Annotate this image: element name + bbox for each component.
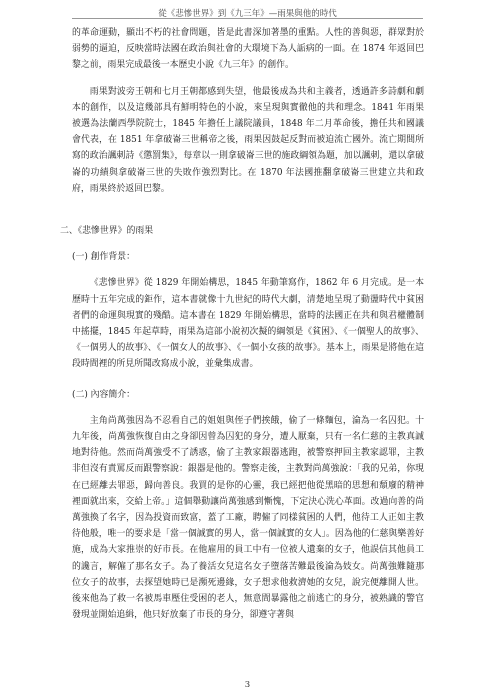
heading-gap	[72, 239, 424, 249]
subheading-background: (一) 創作背景：	[72, 252, 135, 263]
subheading-synopsis: (二) 內容簡介：	[72, 389, 135, 400]
header-rule	[72, 18, 423, 19]
section-heading: 二、《悲慘世界》的雨果	[60, 226, 154, 237]
paragraph-2: 雨果對波旁王朝和七月王朝都感到失望，他最後成為共和主義者，透過許多詩劇和劇本的創作，以及這幾部具有鮮明特色的小說，來呈現與實徹他的共和理念。1841 年雨果被選為法蘭西學院院士，1845 年擔任上議院議員，1848 年二月革命後，擔任共和國議會代表，在 1851 年拿破崙三世稱帝之後，雨果因鼓起反對而被迫流亡國外。流亡期間所寫的政治諷刺詩《懲罰集》，每章以一則拿破崙三世的施政綱領為題，加以諷刺，還以拿破崙的功績與拿破崙三世的失敗作強烈對比。在 1870 年法國推翻拿破崙三世建立共和政府，雨果終於返回巴黎。	[72, 86, 424, 194]
subsection-gap	[72, 373, 424, 387]
paragraph-gap	[72, 74, 424, 84]
paragraph-3: 《悲慘世界》從 1829 年開始構思，1845 年動筆寫作，1862 年 6 月完成。是一本歷時十五年完成的鉅作，這本書就像十九世紀的時代大劇，清楚地呈現了動盪時代中貧困者們的命運與現實的殘酷。這本書在 1829 年開始構思，當時的法國正在共和與君權體制中搖擺，1845 年起草時，雨果為這部小說初次擬的綱領是《貧困》、《一個聖人的故事》、《一個男人的故事》、《一個女人的故事》、《一個小女孩的故事》。基本上，雨果是將他在這段時間裡的所見所聞改寫成小說，並彙集成書。	[72, 278, 424, 370]
paragraph-1: 的革命運動，顯出不朽的社會問題，皆是此書深加著墨的重點。人性的善與惡，群眾對於弱勢的逼迫，反映當時法國在政治與社會的大環境下為人詬病的一面。在 1874 年返回巴黎之前，雨果完成最後一本歷史小說《九三年》的創作。	[72, 28, 424, 71]
subheading-gap-2	[72, 403, 424, 413]
page-number: 3	[244, 680, 251, 690]
section-gap	[72, 197, 424, 223]
subheading-gap	[72, 265, 424, 275]
body-text	[60, 25, 424, 624]
paragraph-4: 主角尚萬強因為不忍看自己的姐姐與侄子們挨餓，偷了一條麵包，淪為一名囚犯。十九年後，尚萬強恢復自由之身卻因曾為囚犯的身分，遭人厭棄，只有一名仁慈的主教真誠地對待他。然而尚萬強受不了誘惑，偷了主教家銀器逃跑，被警察押回主教家認罪，主教非但沒有責罵反而跟警察說：銀器是他的。警察走後，主教對尚萬強說：「我的兄弟，你現在已經離去罪惡，歸向善良。我買的是你的心靈，我已經把他從黑暗的思想和頹廢的精神裡面就出來，交給上帝。」這個舉動讓尚萬強感到慚愧，下定決心洗心革面。改過向善的尚萬強換了名字，因為投資而致富，蓋了工廠，聘僱了同樣貧困的人們，他待工人正如主教待他般，唯一的要求是「當一個誠實的男人，當一個誠實的女人」。因為他的仁慈與樂善好施，成為大家推崇的好市長。在他雇用的員工中有一位被人遺棄的女子，他誤信其他員工的讒言，解僱了那名女子。為了養活女兒這名女子墮落苦難最後淪為妓女。尚萬強難隨那位女子的故事，去探望她時已是瀕死邊緣，女子想求他救濟她的女兒，說完便離開人世。後來他為了救一名被馬車壓住受困的老人，無意間暴露他之前逃亡的身分，被熟識的警官發現並開始追緝，他只好放棄了市長的身分，卻遵守著與	[72, 415, 424, 621]
running-header: 從《悲慘世界》到《九三年》—雨果與他的時代	[158, 9, 337, 19]
